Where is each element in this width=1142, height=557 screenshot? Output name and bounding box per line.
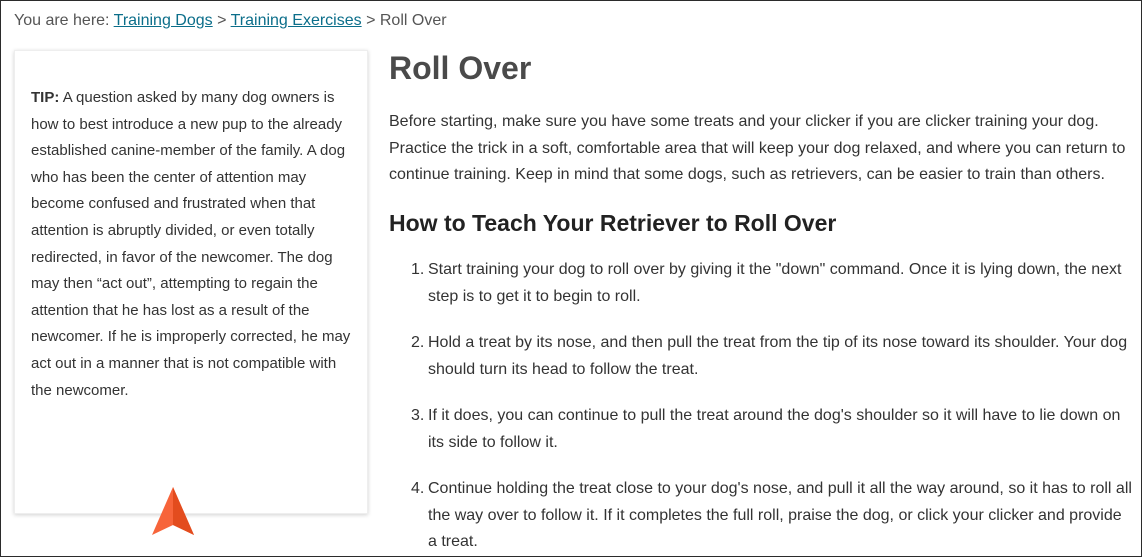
list-item (389, 330, 1134, 383)
list-item (389, 403, 1134, 456)
list-item (389, 257, 1134, 310)
steps-list (389, 257, 1134, 557)
tip-card (14, 50, 368, 514)
breadcrumb-link-training-exercises[interactable]: Training Exercises (230, 12, 362, 29)
tip-text (31, 85, 353, 404)
step-number: 3. (411, 407, 425, 424)
step-text: Start training your dog to roll over by giving it the "down" command. Once it is lying down, the next step is to get it to begin to roll. (428, 261, 1122, 305)
section-heading: How to Teach Your Retriever to Roll Over (389, 210, 837, 236)
intro-paragraph: Before starting, make sure you have some treats and your clicker if you are clicker training your dog. Practice the trick in a soft, comfortable area that will keep your dog relaxed, and where you can return to continue training. Keep in mind that some dogs, such as retrievers, can be easier to train than others. (389, 113, 1126, 183)
breadcrumb-current: Roll Over (379, 12, 447, 29)
navigation-arrow-icon[interactable] (152, 487, 194, 535)
breadcrumb-link-training-dogs[interactable]: Training Dogs (113, 12, 213, 29)
page-title: Roll Over (389, 50, 532, 86)
breadcrumb-prefix: You are here: (14, 12, 110, 29)
step-text: Continue holding the treat close to your dog's nose, and pull it all the way around, so it has to roll all the way over to follow it. If it completes the full roll, praise the dog, or click your clicker and provide a treat. (428, 480, 1132, 550)
tip-body: A question asked by many dog owners is how to best introduce a new pup to the already established canine-member of the family. A dog who has been the center of attention may become confused and frustrated when that attention is abruptly divided, or even totally redirected, in favor of the newcomer. The dog may then “act out”, attempting to regain the attention that he has lost as a result of the newcomer. If he is improperly corrected, he may act out in a manner that is not compatible with the newcomer. (31, 89, 351, 399)
step-text: If it does, you can continue to pull the treat around the dog's shoulder so it will have to lie down on its side to follow it. (428, 407, 1121, 451)
breadcrumb (14, 11, 447, 31)
step-number: 2. (411, 334, 425, 351)
step-number: 1. (411, 261, 425, 278)
breadcrumb-separator: > (366, 12, 376, 29)
step-text: Hold a treat by its nose, and then pull the treat from the tip of its nose toward its shoulder. Your dog should turn its head to follow the treat. (428, 334, 1128, 378)
list-item (389, 476, 1134, 556)
tip-label: TIP: (31, 89, 60, 106)
breadcrumb-separator: > (217, 12, 227, 29)
step-number: 4. (411, 480, 425, 497)
